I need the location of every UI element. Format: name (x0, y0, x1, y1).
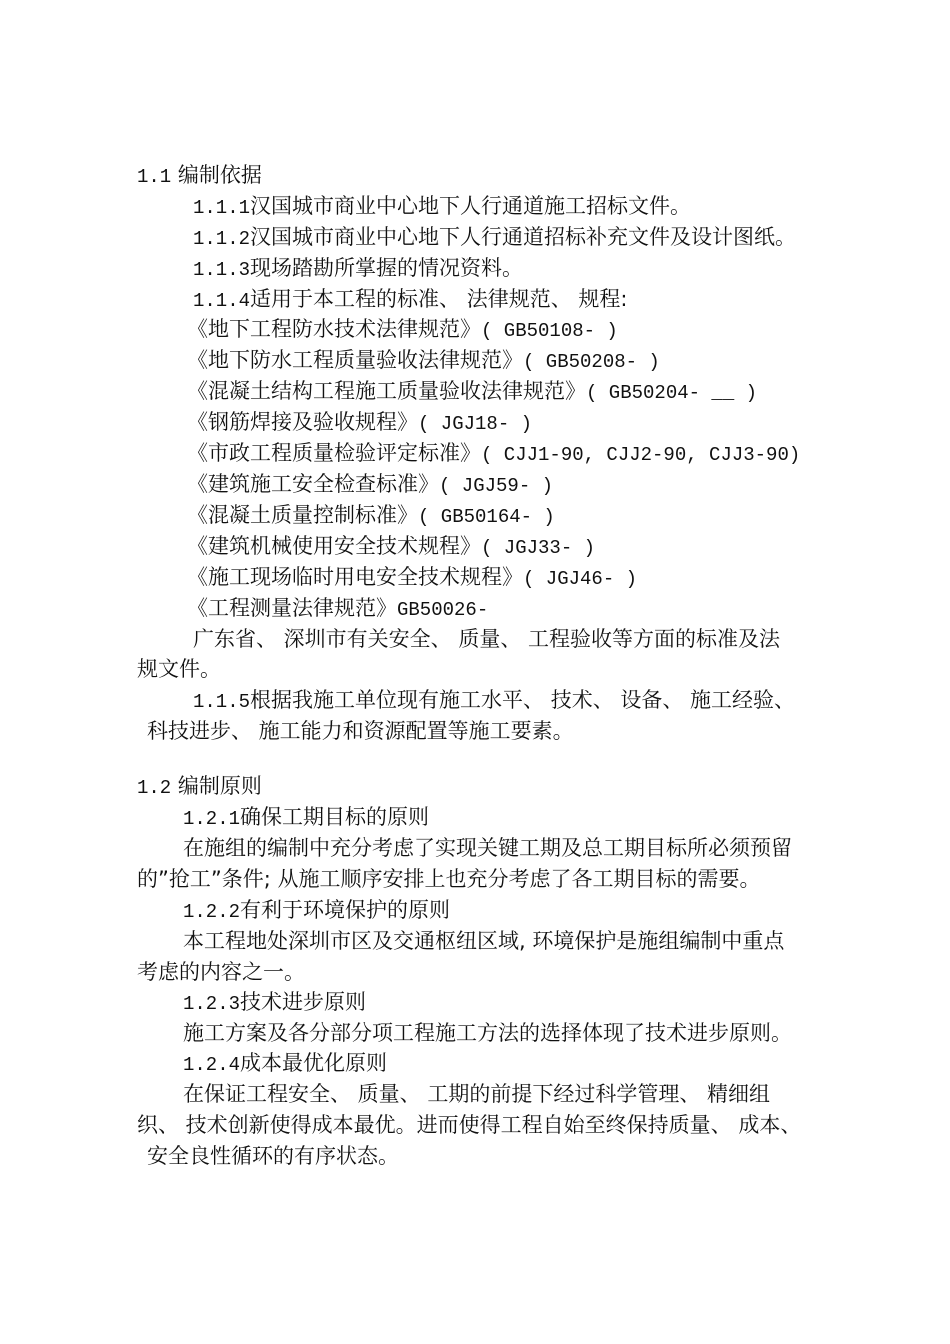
item-number: 1.1.5 (193, 691, 251, 713)
item-number: 1.2.2 (183, 901, 241, 923)
item-text: 汉国城市商业中心地下人行通道施工招标文件。 (250, 194, 692, 218)
standard-item (187, 408, 532, 438)
item-text: 技术进步原则 (240, 990, 367, 1014)
principle-1-2-2-line-1: 本工程地处深圳市区及交通枢纽区域, 环境保护是施组编制中重点 (183, 929, 785, 953)
standard-item (187, 315, 618, 345)
standard-name: 《地下工程防水技术法律规范》 (187, 317, 481, 341)
standard-item (187, 594, 488, 624)
standard-code: ( JGJ59- ) (439, 475, 554, 497)
regional-standards-line-2: 规文件。 (137, 657, 221, 681)
standard-name: 《工程测量法律规范》 (187, 596, 397, 620)
standard-name: 《地下防水工程质量验收法律规范》 (187, 348, 523, 372)
item-text: 适用于本工程的标准、 法律规范、 规程: (250, 287, 628, 311)
standard-name: 《混凝土结构工程施工质量验收法律规范》 (187, 379, 586, 403)
standard-code: ( JGJ18- ) (418, 413, 533, 435)
principle-1-2-2-title (183, 896, 450, 926)
principle-1-2-1-line-1: 在施组的编制中充分考虑了实现关键工期及总工期目标所必须预留 (183, 836, 792, 860)
principle-1-2-4-line-1: 在保证工程安全、 质量、 工期的前提下经过科学管理、 精细组 (183, 1082, 771, 1106)
standard-item (187, 346, 660, 376)
standard-name: 《混凝土质量控制标准》 (187, 503, 418, 527)
item-number: 1.1.3 (193, 259, 251, 281)
item-1-1-5-line-2: 科技进步、 施工能力和资源配置等施工要素。 (147, 719, 574, 743)
standard-name: 《市政工程质量检验评定标准》 (187, 441, 481, 465)
standard-item (187, 439, 800, 469)
heading-number: 1.1 (137, 166, 172, 188)
principle-1-2-4-line-2: 织、 技术创新使得成本最优。进而使得工程自始至终保持质量、 成本、 (137, 1113, 802, 1137)
item-text: 成本最优化原则 (240, 1051, 388, 1075)
standard-item (187, 377, 757, 407)
heading-text: 编制原则 (177, 774, 262, 798)
standard-code: ( GB50208- ) (523, 351, 660, 373)
standard-item (187, 563, 637, 593)
standard-item (187, 532, 595, 562)
regional-standards-line-1: 广东省、 深圳市有关安全、 质量、 工程验收等方面的标准及法 (193, 627, 781, 651)
standard-item (187, 470, 553, 500)
standard-code: ( GB50204- __ ) (586, 382, 758, 404)
standard-name: 《建筑施工安全检查标准》 (187, 472, 439, 496)
item-text: 根据我施工单位现有施工水平、 技术、 设备、 施工经验、 (250, 688, 796, 712)
standard-name: 《施工现场临时用电安全技术规程》 (187, 565, 523, 589)
principle-1-2-1-line-2: 的”抢工”条件; 从施工顺序安排上也充分考虑了各工期目标的需要。 (137, 867, 761, 891)
item-1-1-1 (193, 192, 691, 222)
standard-code: ( GB50108- ) (481, 320, 618, 342)
principle-1-2-1-title (183, 803, 429, 833)
item-number: 1.1.1 (193, 197, 251, 219)
item-text: 现场踏勘所掌握的情况资料。 (250, 256, 524, 280)
standard-name: 《建筑机械使用安全技术规程》 (187, 534, 481, 558)
item-number: 1.1.2 (193, 228, 251, 250)
standard-code: ( JGJ33- ) (481, 537, 596, 559)
item-1-1-2 (193, 223, 796, 253)
principle-1-2-3-title (183, 988, 366, 1018)
item-number: 1.2.4 (183, 1054, 241, 1076)
item-1-1-3 (193, 254, 523, 284)
principle-1-2-4-title (183, 1049, 387, 1079)
standard-code: GB50026- (397, 599, 489, 621)
heading-number: 1.2 (137, 777, 172, 799)
item-1-1-4 (193, 285, 627, 315)
principle-1-2-3-line-1: 施工方案及各分部分项工程施工方法的选择体现了技术进步原则。 (183, 1021, 792, 1045)
item-text: 有利于环境保护的原则 (240, 898, 451, 922)
item-text: 汉国城市商业中心地下人行通道招标补充文件及设计图纸。 (250, 225, 797, 249)
standard-name: 《钢筋焊接及验收规程》 (187, 410, 418, 434)
item-number: 1.2.3 (183, 993, 241, 1015)
principle-1-2-2-line-2: 考虑的内容之一。 (137, 960, 305, 984)
heading-text: 编制依据 (177, 163, 262, 187)
item-1-1-5-line-1 (193, 686, 795, 716)
principle-1-2-4-line-3: 安全良性循环的有序状态。 (147, 1144, 399, 1168)
standard-code: ( CJJ1-90, CJJ2-90, CJJ3-90) (481, 444, 801, 466)
item-number: 1.2.1 (183, 808, 241, 830)
item-text: 确保工期目标的原则 (240, 805, 430, 829)
item-number: 1.1.4 (193, 290, 251, 312)
standard-item (187, 501, 555, 531)
section-heading-1-1 (137, 161, 262, 191)
section-heading-1-2 (137, 772, 262, 802)
standard-code: ( GB50164- ) (418, 506, 555, 528)
standard-code: ( JGJ46- ) (523, 568, 638, 590)
